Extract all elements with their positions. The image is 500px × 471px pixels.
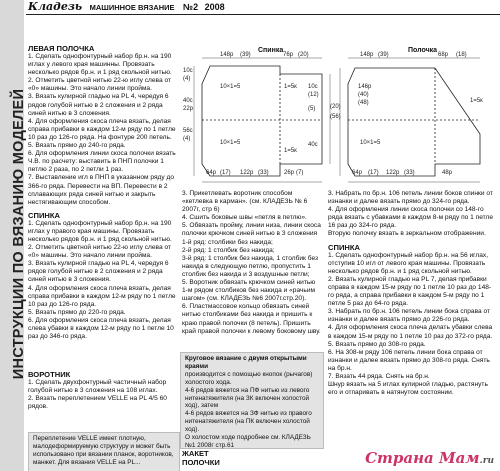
instruction-paragraph: 1. Сделать однофонтурный набор бр.н. на 190 иглах у правого края машины. Провязать несколько рядов бр.н. и 1 ряд скольной нитью. bbox=[28, 219, 172, 243]
dim-label: 146р bbox=[358, 84, 372, 90]
instruction-paragraph: 4. Для оформления скоса плеча делать убавки слева в каждом 15-м ряду по 1 петле 10 раз до 372-го ряда. bbox=[328, 324, 493, 340]
instruction-paragraph: 2. Вязать кулирной гладью на PL 7, делая прибавки справа в каждом 15-м ряду по 1 петле 10 раз до 148-го ряда, а справа прибавки в каждом 5-м ряду по 1 петле 5 раз до 64-го ряда. bbox=[328, 275, 492, 308]
instruction-paragraph: Шнур вязать на 5 иглах кулирной гладью, растянуть его и отпаривать в натянутом состоянии. bbox=[328, 381, 488, 397]
diagram-title-back: Спинка bbox=[258, 47, 284, 54]
instruction-paragraph: 2. Вязать переплетением VELLE на PL 4/5 60 рядов. bbox=[28, 395, 167, 411]
instruction-paragraph: 6. Для оформления линии скоса полочки вязать Ч.В. по расчету: выставить в ПНП полочки 1 петлю 2 раза, по 2 петли 1 раз. bbox=[28, 150, 176, 174]
dim-label: (18) bbox=[456, 52, 467, 58]
instruction-paragraph: 2. Отметить цветной нитью 22-ю иглу слева от «0» машины. Это начало линии пройма. bbox=[28, 77, 172, 93]
velle-note-text: Переплетение VELLE имеет плотную, малодеформируемую структуру и может быть использовано при вязании планок, воротников, манжет. Для вязания VELLE на PL... bbox=[33, 435, 174, 466]
section-subtitle: ПОЛОЧКИ bbox=[182, 458, 220, 467]
dim-label: 10×1=5 bbox=[220, 84, 241, 90]
dim-label: 48р bbox=[442, 170, 453, 176]
dim-label: (40) bbox=[358, 92, 369, 98]
dim-label: (5) bbox=[308, 106, 316, 112]
dim-label: 68р bbox=[438, 52, 449, 58]
instruction-paragraph: 1. Сделать однофонтурный набор бр.н. на 56 иглах, отступив 10 игл от левого края машины. Провязать несколько рядов бр.н. и 1 ряд скольной нитью. bbox=[328, 251, 489, 275]
section-title: СПИНКА bbox=[328, 242, 361, 252]
dim-label: (33) bbox=[404, 170, 415, 176]
watermark-logo bbox=[365, 449, 494, 467]
back-outline bbox=[202, 66, 322, 176]
instruction-paragraph: 3. Прикетлевать воротник способом «кетлевка в карман». (см. КЛАДЕЗЬ № 6 2007г, стр 6) bbox=[182, 190, 308, 214]
instruction-paragraph: 2. Отметить цветной нитью 22-ю иглу слева от «0» машины. Это начало линии пройма. bbox=[28, 244, 172, 260]
instruction-paragraph: 5. Обвязать пройму, линии низа, линии скоса полочки крючком синей нитью в 3 сложения bbox=[182, 222, 321, 238]
sidebar-title: ИНСТРУКЦИИ ПО ВЯЗАНИЮ МОДЕЛЕЙ bbox=[11, 88, 27, 380]
dim-label: (20) bbox=[330, 104, 341, 110]
dim-label: 1=5к bbox=[470, 98, 483, 104]
dim-label: (39) bbox=[378, 52, 389, 58]
instruction-paragraph: 3-й ряд: 1 столбик без накида, 1 столбик без накида в следующую петлю, пропустить 1 столбик без накида и 3 воздушные петли; bbox=[182, 254, 319, 278]
sidebar-band bbox=[0, 0, 27, 471]
dim-label: 56с bbox=[183, 128, 193, 134]
instruction-paragraph: 1. Сделать однофонтурный набор бр.н. на 190 иглах у левого края машинны. Провязать несколько рядов бр.н. и 1 ряд скольной нитью. bbox=[28, 53, 172, 77]
dim-label: 148р bbox=[220, 52, 234, 58]
jacket-heading bbox=[182, 449, 322, 467]
velle-note bbox=[28, 432, 180, 471]
instruction-paragraph: 5. Воротник обвязать крючком синей нитью 1-м рядом столбиков без накида и «рачьим шагом» (см. КЛАДЕЗЬ №6 2007г.стр.20). bbox=[182, 279, 316, 303]
column-left bbox=[28, 44, 178, 341]
dim-label: 10с bbox=[183, 68, 193, 74]
section-title: ЛЕВАЯ ПОЛОЧКА bbox=[28, 44, 95, 53]
instruction-paragraph: 6. На 308-м ряду 106 петель линии бока справа от изнанки и далее вязать прямо до 308-го ряда. Снять на бр.н. bbox=[328, 348, 490, 372]
instruction-paragraph: 1-й ряд: столбики без накида; bbox=[182, 238, 273, 246]
instruction-paragraph: 3. Набрать по бр.н. 106 петель линии боков спинки от изнанки и далее вязать прямо до 324-го ряда. bbox=[328, 190, 493, 206]
dim-label: (48) bbox=[358, 100, 369, 106]
dim-label: 1=5к bbox=[284, 148, 297, 154]
instruction-paragraph: 6. Пластмассовое кольцо обвязать синей нитью столбиками без накида и пришить к краю правой полочки (8 петель). Пришить край правой полочки к левому боковому шву. bbox=[182, 303, 321, 335]
page-header bbox=[28, 0, 225, 14]
box-paragraph: О холостом ходе подробнее см. КЛАДЕЗЬ №1 2008г стр.61 bbox=[185, 434, 311, 449]
circular-knitting-box bbox=[180, 352, 324, 449]
dim-label: 10×1=5 bbox=[220, 140, 241, 146]
instruction-paragraph: 5. Вязать прямо до 220-го ряда. bbox=[28, 308, 126, 316]
dim-label: (17) bbox=[220, 170, 231, 176]
diagram-title-front: Полочка bbox=[408, 47, 438, 54]
dim-label: (12) bbox=[308, 92, 319, 98]
instruction-paragraph: 7. Вязать 44 ряда. Снять на бр.н. bbox=[328, 372, 430, 380]
section-title: СПИНКА bbox=[28, 210, 61, 220]
dim-label: 148р bbox=[360, 52, 374, 58]
dim-label: 64р bbox=[352, 170, 363, 176]
dim-label: 10×1=5 bbox=[360, 140, 381, 146]
instruction-paragraph: 1. Сделать двухфонтурный частичный набор голубой нитью в 3 сложения на 108 иглах. bbox=[28, 379, 167, 395]
header-rule bbox=[26, 14, 500, 15]
dim-label: (4) bbox=[183, 76, 191, 82]
issue-number: №2 bbox=[183, 2, 199, 12]
instruction-paragraph: 5. Вязать прямо до 308-го ряда. bbox=[328, 340, 426, 348]
instruction-paragraph: 5. Вязать прямо до 240-го ряда. bbox=[28, 142, 126, 150]
dim-label: 40с bbox=[183, 98, 193, 104]
dim-label: 10с bbox=[308, 84, 318, 90]
dim-label: 122р bbox=[386, 170, 400, 176]
watermark-sub: .ru bbox=[479, 456, 494, 466]
dim-label: 64р bbox=[206, 170, 217, 176]
box-paragraph: производится с помощью кнопок (рычагов) холостого хода. bbox=[185, 370, 313, 386]
dim-label: 76р bbox=[283, 52, 294, 58]
instruction-paragraph: 7. Выставление игл в ПНП в указанном ряду до 366-го ряда. Перевести на ВП. Перевести в 2 сплавающих ряда синей нитью и закрыть нестягивающим способом. bbox=[28, 174, 175, 206]
dim-label: 40с bbox=[308, 142, 318, 148]
dim-label: (4) bbox=[183, 136, 191, 142]
brand-logo: Кладезь bbox=[28, 0, 83, 13]
issue-year: 2008 bbox=[204, 2, 225, 12]
dim-label: (7) bbox=[296, 170, 304, 176]
column-right bbox=[328, 190, 496, 397]
dim-label: (20) bbox=[298, 52, 309, 58]
section-title: ЖАКЕТ bbox=[182, 449, 209, 458]
magazine-name: МАШИННОЕ ВЯЗАНИЕ bbox=[89, 3, 175, 12]
instruction-paragraph: 4. Для оформления скоса плеча вязать, делая справа прибавки в каждом 12-м ряду по 1 петле 10 раз до 126-го ряда. bbox=[28, 284, 176, 308]
column-left-bottom bbox=[28, 370, 178, 411]
box-title: Круговое вязание с двумя открытыми краями bbox=[185, 355, 307, 370]
pattern-diagram bbox=[180, 44, 500, 184]
dim-label: (56) bbox=[330, 114, 341, 120]
dim-label: 22р bbox=[183, 106, 194, 112]
box-paragraph: 4-6 рядов вяжется на ПФ нитью из левого нитенатяжителя (на ЗК включен холостой ход), затем bbox=[185, 386, 310, 410]
instruction-paragraph: 3. Набрать по бр.н. 106 петель линии бока справа от изнанки и далее вязать прямо до 226-го ряда. bbox=[328, 308, 491, 324]
dim-label: 122р bbox=[240, 170, 254, 176]
dim-label: (33) bbox=[258, 170, 269, 176]
instruction-paragraph: 4. Сшить боковые швы «петля в петлю». bbox=[182, 214, 307, 222]
dim-label: (17) bbox=[368, 170, 379, 176]
instruction-paragraph: Вторую полочку вязать в зеркальном отображении. bbox=[328, 230, 486, 238]
instruction-paragraph: 4. Для оформления линии скоса полочки со 148-го ряда вязать с убавками в каждом 8-м ряду по 1 петле 16 раз до 324-го ряда. bbox=[328, 206, 494, 230]
box-paragraph: 4-6 рядов вяжется на ЗФ нитью из правого нитенатяжителя (на ПК включен холостой ход). bbox=[185, 410, 312, 434]
instruction-paragraph: 3. Вязать кулирной гладью на PL 4, чередуя 6 рядов голубой нитью в 2 сложения и 2 ряда синей нитью в 3 сложения. bbox=[28, 93, 169, 117]
instruction-paragraph: 3. Вязать кулирной гладью на PL 4, чередуя 6 рядов голубой нитью в 2 сложения и 2 ряда синей нитью в 3 сложения. bbox=[28, 260, 169, 284]
instruction-paragraph: 6. Для оформления скоса плеча вязать, делая слева убавки в каждом 12-м ряду по 1 петле 10 раз до 346-го ряда. bbox=[28, 316, 174, 341]
instruction-paragraph: 2-й ряд: 1 столбик без накида; bbox=[182, 246, 275, 254]
column-middle bbox=[182, 190, 322, 336]
dim-label: 26р bbox=[284, 170, 295, 176]
watermark-main: Страна Мам bbox=[365, 449, 480, 467]
dim-label: (39) bbox=[240, 52, 251, 58]
instruction-paragraph: 4. Для оформления скоса плеча вязать, делая справа прибавки в каждом 12-м ряду по 1 петле 10 раз до 126-го ряда. На фонтуре 200 петель. bbox=[28, 117, 176, 141]
section-title: ВОРОТНИК bbox=[28, 370, 71, 379]
dim-label: 1=5к bbox=[284, 84, 297, 90]
